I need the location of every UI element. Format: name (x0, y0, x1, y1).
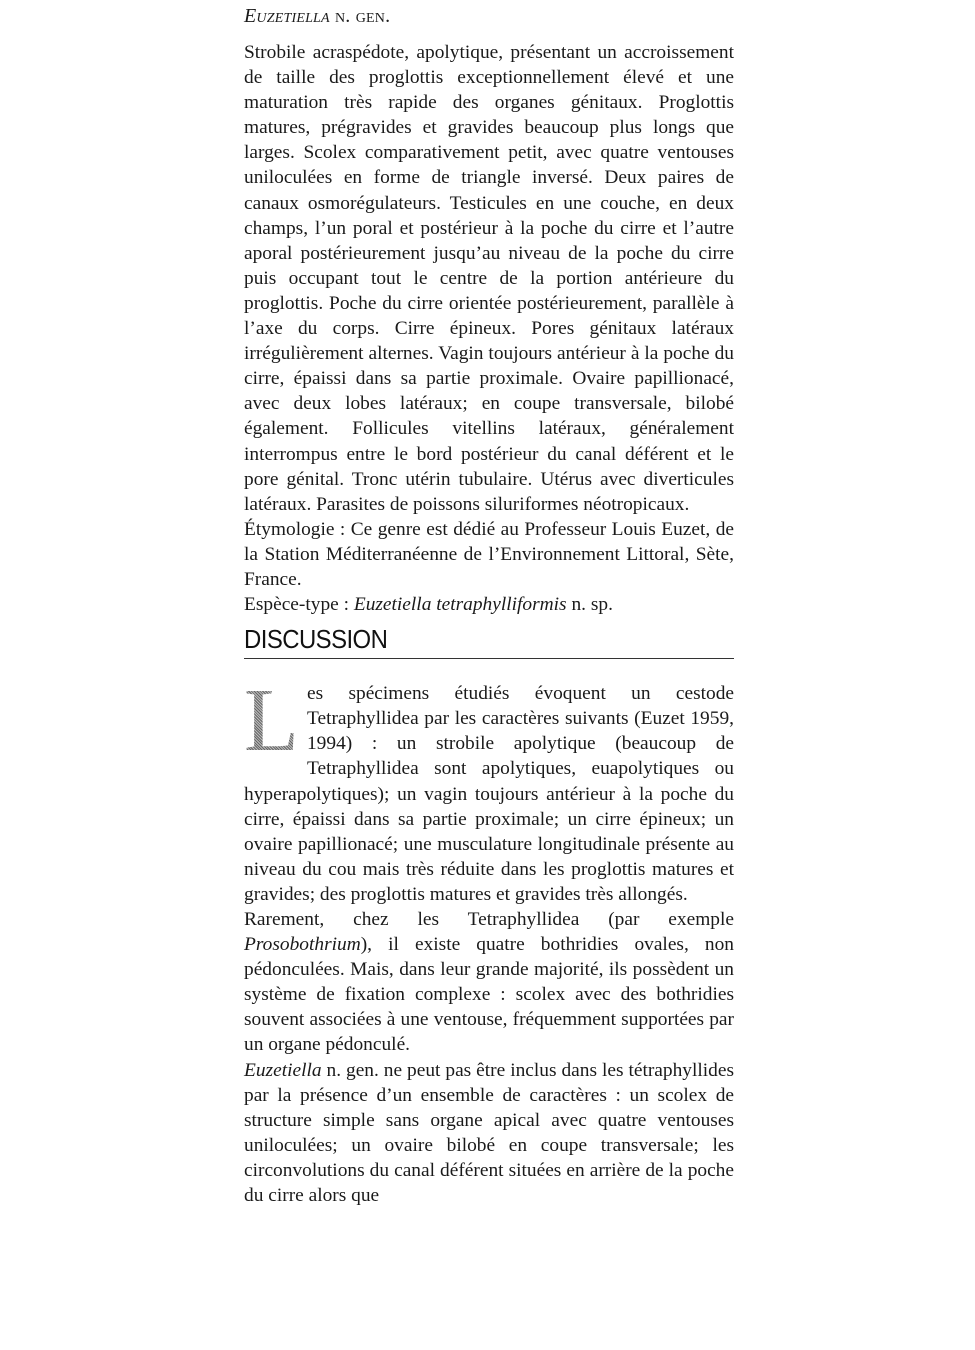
discussion-paragraph-3-text: n. gen. ne peut pas être inclus dans les tétraphyllides par la présence d’un ensemble de caractères : un scolex de structure simple sans organe apical avec quatre ventouses uniloculées; un ovaire bilobé en coupe transversale; les circonvolutions du canal déférent situées en arrière de la poche du cirre alors que (244, 1059, 734, 1207)
section-divider (244, 658, 734, 659)
discussion-paragraph-2 (244, 907, 734, 1058)
section-heading-discussion: DISCUSSION (244, 624, 388, 655)
genus-name: Euzetiella (244, 5, 330, 27)
discussion-paragraph-1-text: es spécimens étudiés évoquent un cestode Tetraphyllidea par les caractères suivants (Euzet 1959, 1994) : un strobile apolytique (beaucoup de Tetraphyllidea sont apolytiques, euapolytiques ou hyperapolytiques); un vagin toujours antérieur à la poche du cirre, épaissi dans sa partie proximale; un cirre épineux; un ovaire papillionacé; une musculature longitudinale présente au niveau du cou mais très réduite dans les proglottis matures et gravides; des proglottis matures et gravides très allongés. (244, 683, 734, 905)
discussion-body (244, 671, 734, 1208)
discussion-paragraph-1 (244, 671, 734, 907)
etymology-paragraph: Étymologie : Ce genre est dédié au Professeur Louis Euzet, de la Station Méditerranéenne de l’Environnement Littoral, Sète, France. (244, 518, 734, 590)
type-species-suffix: n. sp. (566, 594, 613, 616)
type-species-paragraph (244, 592, 734, 617)
discussion-paragraph-2-text-b: ), il existe quatre bothridies ovales, non pédonculées. Mais, dans leur grande majorité, ils possèdent un système de fixation complexe : scolex avec des bothridies souvent associées à une ventouse, fréquemment supportées par un organe pédonculé. (244, 934, 734, 1056)
genus-citation-prosobothrium: Prosobothrium (244, 934, 361, 956)
type-species-name: Euzetiella tetraphylliformis (353, 594, 567, 616)
discussion-paragraph-3 (244, 1058, 734, 1209)
discussion-paragraph-2-text-a: Rarement, chez les Tetraphyllidea (par exemple (244, 909, 734, 930)
genus-citation-euzetiella: Euzetiella (244, 1059, 322, 1081)
genus-heading (244, 0, 734, 34)
text-column (244, 0, 734, 1208)
type-species-label: Espèce-type : (244, 594, 354, 616)
genus-suffix: n. gen. (335, 5, 391, 27)
diagnosis-paragraph: Strobile acraspédote, apolytique, présentant un accroissement de taille des proglottis exceptionnellement élevé et une maturation très rapide des organes génitaux. Proglottis matures, prégravides et gravides beaucoup plus longs que larges. Scolex comparativement petit, avec quatre ventouses uniloculées en forme de triangle inversé. Deux paires de canaux osmorégulateurs. Testicules en une couche, en deux champs, l’un poral et postérieur à la poche du cirre et l’autre aporal postérieurement jusqu’au niveau de la poche du cirre puis occupant tout le centre de la portion antérieure du proglottis. Poche du cirre orientée postérieurement, parallèle à l’axe du corps. Cirre épineux. Pores génitaux latéraux irrégulièrement alternes. Vagin toujours antérieur à la poche du cirre, épaissi dans sa partie proximale. Ovaire papillionacé, avec deux lobes latéraux; en coupe transversale, bilobé également. Follicules vitellins latéraux, généralement interrompus entre le bord postérieur du canal déférent et le pore génital. Tronc utérin tubulaire. Utérus avec diverticules latéraux. Parasites de poissons siluriformes néotropicaux. (244, 42, 734, 515)
drop-cap-letter: L (244, 671, 299, 771)
